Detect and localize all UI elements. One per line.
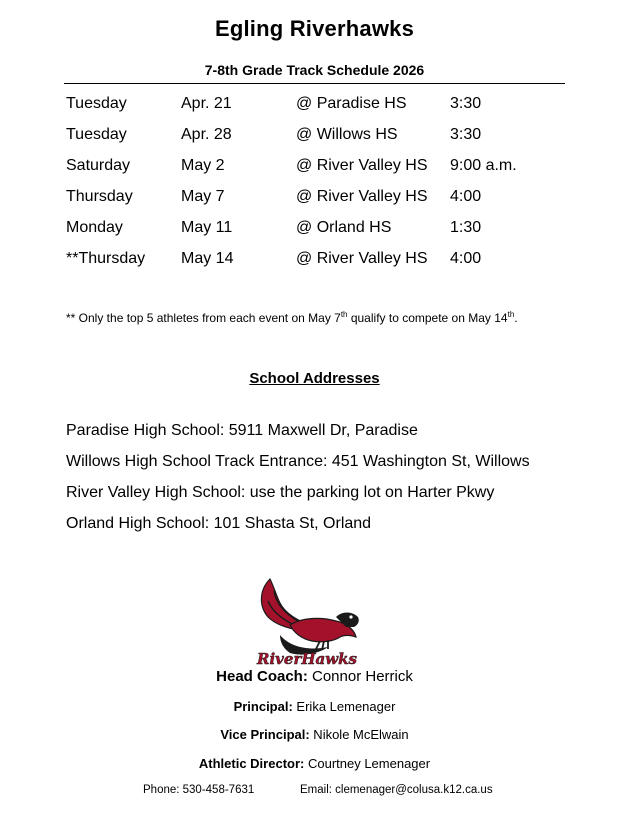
email-address: Email: clemenager@colusa.k12.ca.us — [300, 784, 493, 796]
note-text-3: . — [514, 311, 518, 325]
schedule-day: Thursday — [66, 188, 133, 205]
schedule-venue: @ River Valley HS — [296, 250, 428, 267]
schedule-date: May 2 — [181, 157, 225, 174]
hawk-logo-icon — [250, 577, 365, 667]
schedule-row — [66, 186, 566, 217]
schedule-row — [66, 93, 566, 124]
vice-principal-label: Vice Principal: — [220, 727, 310, 742]
schedule-day: Tuesday — [66, 95, 127, 112]
address-item: River Valley High School: use the parking lot on Harter Pkwy — [66, 484, 495, 501]
addresses-heading: School Addresses — [249, 370, 380, 387]
schedule-date: May 14 — [181, 250, 234, 267]
vice-principal-name: Nikole McElwain — [309, 727, 409, 742]
phone-number: Phone: 530-458-7631 — [143, 784, 255, 796]
schedule-venue: @ River Valley HS — [296, 188, 428, 205]
schedule-date: May 11 — [181, 219, 233, 236]
note-text-1: ** Only the top 5 athletes from each event on May 7 — [66, 311, 341, 325]
schedule-date: May 7 — [181, 188, 225, 205]
address-item: Paradise High School: 5911 Maxwell Dr, Paradise — [66, 422, 418, 439]
schedule-day: Saturday — [66, 157, 131, 174]
address-list — [66, 420, 530, 544]
schedule-subtitle: 7-8th Grade Track Schedule 2026 — [204, 62, 425, 78]
head-coach-name: Connor Herrick — [307, 668, 413, 685]
schedule-time: 1:30 — [450, 219, 482, 236]
athletic-director-name: Courtney Lemenager — [304, 756, 431, 771]
principal-name: Erika Lemenager — [292, 699, 396, 714]
note-superscript-2: th — [507, 310, 515, 319]
logo-wordmark: RiverHawks — [257, 650, 357, 667]
note-text-2: qualify to compete on May 14 — [347, 311, 508, 325]
head-coach-label: Head Coach: — [216, 668, 308, 685]
schedule-venue: @ Willows HS — [296, 126, 398, 143]
schedule-venue: @ Paradise HS — [296, 95, 407, 112]
schedule-row — [66, 248, 566, 279]
schedule-time: 4:00 — [450, 250, 482, 267]
schedule-row — [66, 155, 566, 186]
schedule-row — [66, 217, 566, 248]
schedule-time: 9:00 a.m. — [450, 157, 517, 174]
note-superscript-1: th — [340, 310, 348, 319]
principal-line — [0, 699, 629, 714]
schedule-day: Monday — [66, 219, 123, 236]
title-divider — [64, 83, 565, 84]
schedule-table — [66, 93, 566, 279]
head-coach-line — [0, 668, 629, 685]
schedule-date: Apr. 28 — [181, 126, 232, 143]
schedule-time: 3:30 — [450, 126, 482, 143]
athletic-director-label: Athletic Director: — [198, 756, 305, 771]
qualification-note — [66, 311, 518, 325]
schedule-time: 3:30 — [450, 95, 482, 112]
address-item: Willows High School Track Entrance: 451 Washington St, Willows — [66, 453, 530, 470]
schedule-day: **Thursday — [66, 250, 146, 267]
schedule-row — [66, 124, 566, 155]
address-item: Orland High School: 101 Shasta St, Orland — [66, 515, 372, 532]
schedule-venue: @ River Valley HS — [296, 157, 428, 174]
schedule-day: Tuesday — [66, 126, 127, 143]
schedule-time: 4:00 — [450, 188, 482, 205]
schedule-date: Apr. 21 — [181, 95, 232, 112]
principal-label: Principal: — [233, 699, 293, 714]
page-title: Egling Riverhawks — [214, 16, 414, 41]
vice-principal-line — [0, 727, 629, 742]
schedule-venue: @ Orland HS — [296, 219, 392, 236]
athletic-director-line — [0, 756, 629, 771]
